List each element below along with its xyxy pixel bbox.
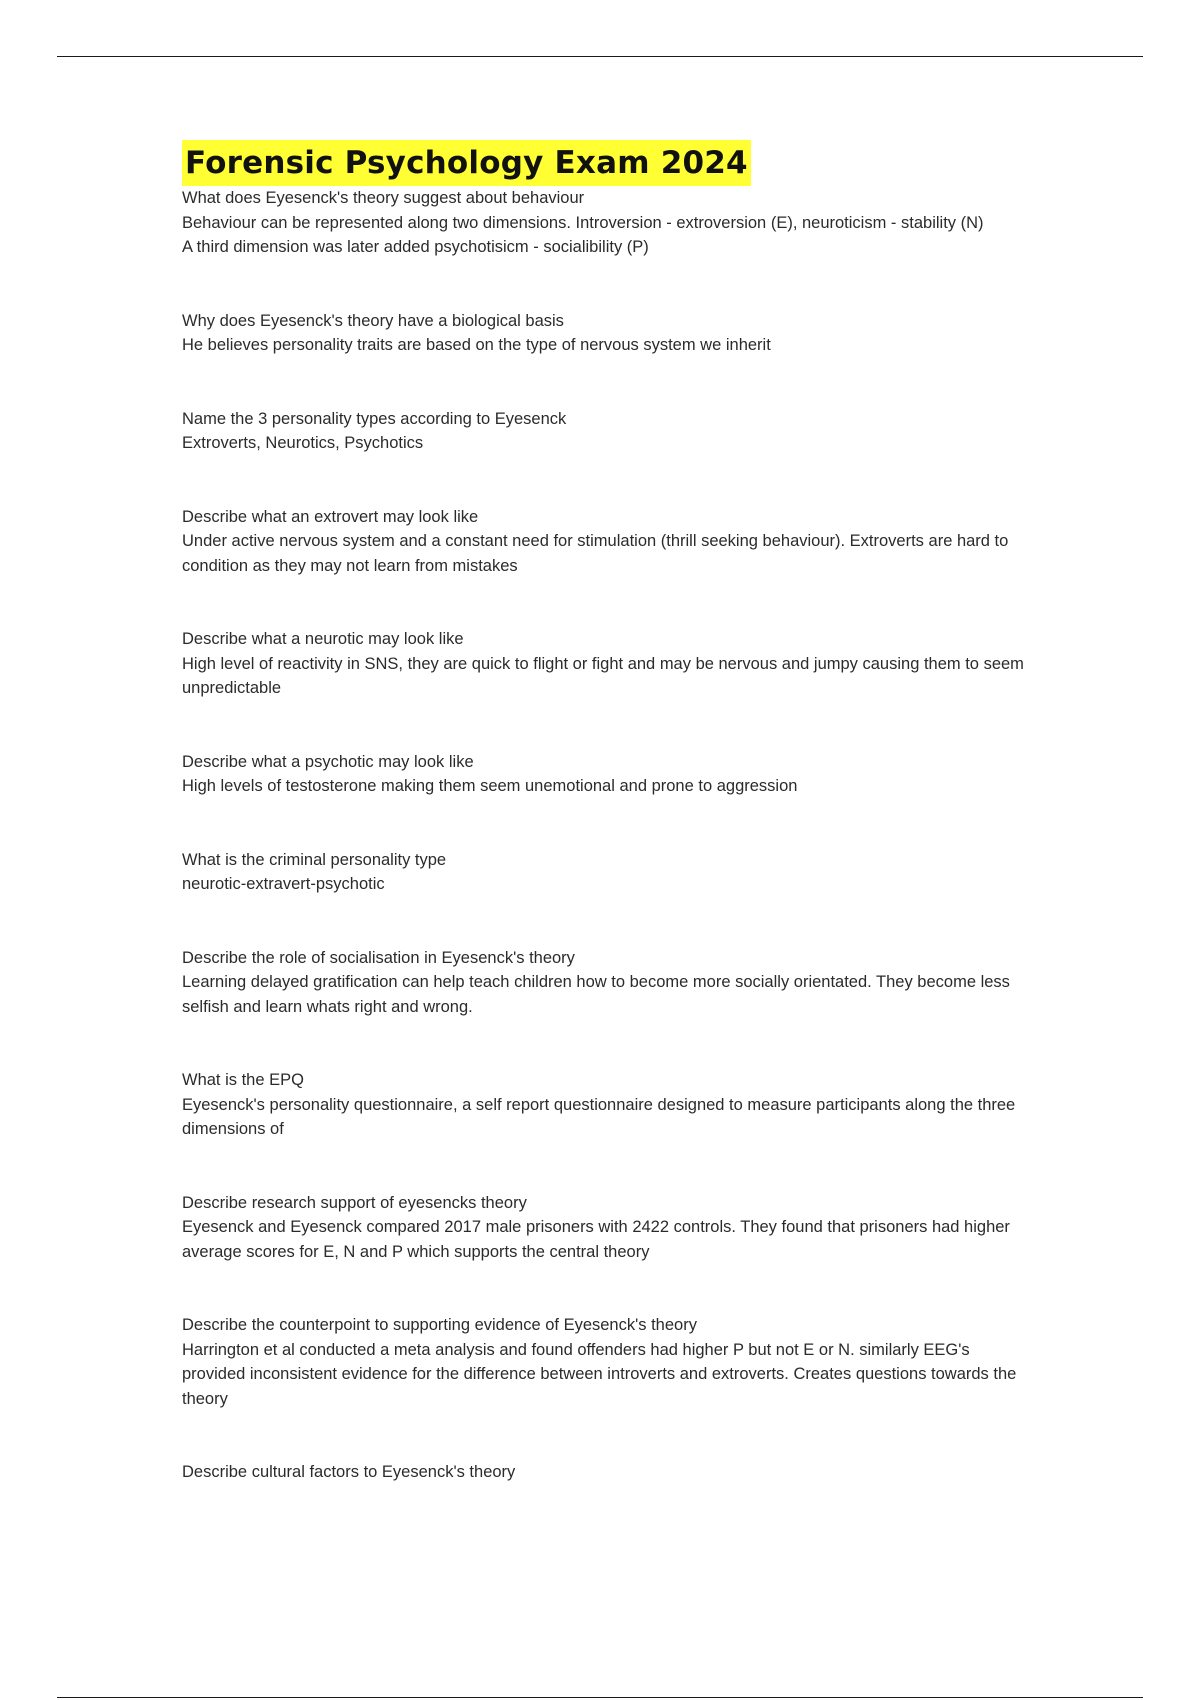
question: What does Eyesenck's theory suggest about behaviour xyxy=(182,189,585,207)
document-title: Forensic Psychology Exam 2024 xyxy=(182,140,751,186)
question: Describe what a neurotic may look like xyxy=(182,630,464,648)
qa-item xyxy=(182,1191,1032,1265)
qa-item xyxy=(182,750,1032,799)
answer: Extroverts, Neurotics, Psychotics xyxy=(182,434,424,452)
answer: He believes personality traits are based on the type of nervous system we inherit xyxy=(182,336,771,354)
answer: High levels of testosterone making them seem unemotional and prone to aggression xyxy=(182,777,798,795)
qa-item xyxy=(182,407,1032,456)
question: Describe cultural factors to Eyesenck's theory xyxy=(182,1463,516,1481)
qa-item xyxy=(182,946,1032,1020)
qa-item xyxy=(182,627,1032,701)
document-body xyxy=(182,140,1032,1485)
qa-item xyxy=(182,1068,1032,1142)
question: Why does Eyesenck's theory have a biological basis xyxy=(182,311,564,330)
question: Describe the counterpoint to supporting evidence of Eyesenck's theory xyxy=(182,1316,697,1334)
header-rule xyxy=(57,56,1143,57)
footer-rule xyxy=(57,1697,1143,1698)
answer: Eyesenck and Eyesenck compared 2017 male prisoners with 2422 controls. They found that prisoners had higher average scores for E, N and P which supports the central theory xyxy=(182,1218,1010,1261)
answer: Under active nervous system and a constant need for stimulation (thrill seeking behaviour). Extroverts are hard to condition as they may not learn from mistakes xyxy=(182,532,1009,575)
answer: Harrington et al conducted a meta analysis and found offenders had higher P but not E or N. similarly EEG's provided inconsistent evidence for the difference between introverts and extroverts. Creates questions towards the theory xyxy=(182,1340,1017,1408)
answer: High level of reactivity in SNS, they are quick to flight or fight and may be nervous and jumpy causing them to seem unpredictable xyxy=(182,654,1024,697)
qa-item xyxy=(182,848,1032,897)
qa-item xyxy=(182,1313,1032,1411)
answer: Eyesenck's personality questionnaire, a self report questionnaire designed to measure participants along the three dimensions of xyxy=(182,1095,1016,1138)
qa-item xyxy=(182,505,1032,579)
answer: neurotic-extravert-psychotic xyxy=(182,875,385,893)
question: What is the EPQ xyxy=(182,1071,304,1089)
answer: Behaviour can be represented along two dimensions. Introversion - extroversion (E), neuroticism - stability (N) xyxy=(182,213,984,232)
answer-extra: A third dimension was later added psychotisicm - socialibility (P) xyxy=(182,238,649,256)
question: What is the criminal personality type xyxy=(182,850,447,869)
answer: Learning delayed gratification can help teach children how to become more socially orientated. They become less selfish and learn whats right and wrong. xyxy=(182,973,1010,1016)
question: Describe what an extrovert may look like xyxy=(182,507,479,526)
question: Name the 3 personality types according to Eyesenck xyxy=(182,409,567,428)
question: Describe the role of socialisation in Eyesenck's theory xyxy=(182,948,575,967)
qa-item xyxy=(182,1460,1032,1485)
qa-item xyxy=(182,186,1032,260)
qa-item xyxy=(182,309,1032,358)
question: Describe what a psychotic may look like xyxy=(182,752,474,771)
question: Describe research support of eyesencks theory xyxy=(182,1193,527,1212)
